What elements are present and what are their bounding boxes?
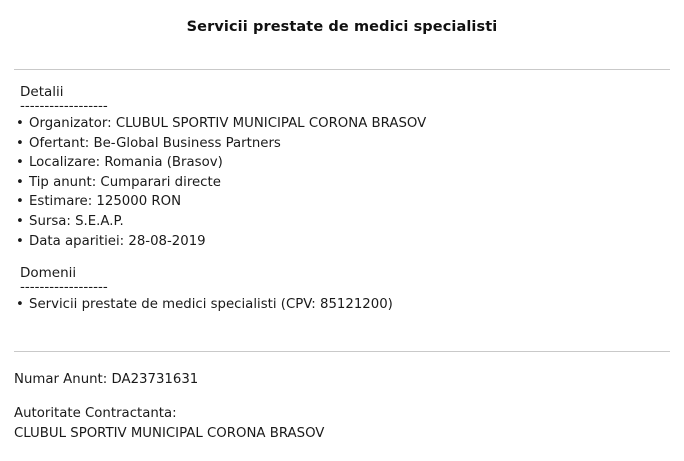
footer-block xyxy=(0,352,684,444)
page-title: Servicii prestate de medici specialisti xyxy=(186,19,498,35)
domain-list xyxy=(14,295,670,315)
section-divider-domenii: ------------------ xyxy=(20,281,108,296)
list-item: • Servicii prestate de medici specialisti (CPV: 85121200) xyxy=(14,295,670,315)
section-detalii xyxy=(0,70,684,251)
list-item: • Localizare: Romania (Brasov) xyxy=(14,153,670,173)
spacer xyxy=(14,389,670,404)
detail-list xyxy=(14,114,670,251)
authority-label: Autoritate Contractanta: xyxy=(14,406,177,422)
list-item: • Ofertant: Be-Global Business Partners xyxy=(14,134,670,154)
section-heading-detalii: Detalii xyxy=(20,84,64,100)
authority-value: CLUBUL SPORTIV MUNICIPAL CORONA BRASOV xyxy=(14,425,325,441)
list-item: • Data aparitiei: 28-08-2019 xyxy=(14,232,670,252)
list-item: • Tip anunt: Cumparari directe xyxy=(14,173,670,193)
list-item: • Estimare: 125000 RON xyxy=(14,192,670,212)
section-divider-detalii: ------------------ xyxy=(20,100,108,114)
announcement-number: Numar Anunt: DA23731631 xyxy=(14,371,199,387)
section-domenii xyxy=(0,251,684,315)
spacer xyxy=(0,315,684,324)
section-heading-domenii: Domenii xyxy=(20,265,77,282)
list-item: • Organizator: CLUBUL SPORTIV MUNICIPAL CORONA BRASOV xyxy=(14,114,670,134)
list-item: • Sursa: S.E.A.P. xyxy=(14,212,670,232)
